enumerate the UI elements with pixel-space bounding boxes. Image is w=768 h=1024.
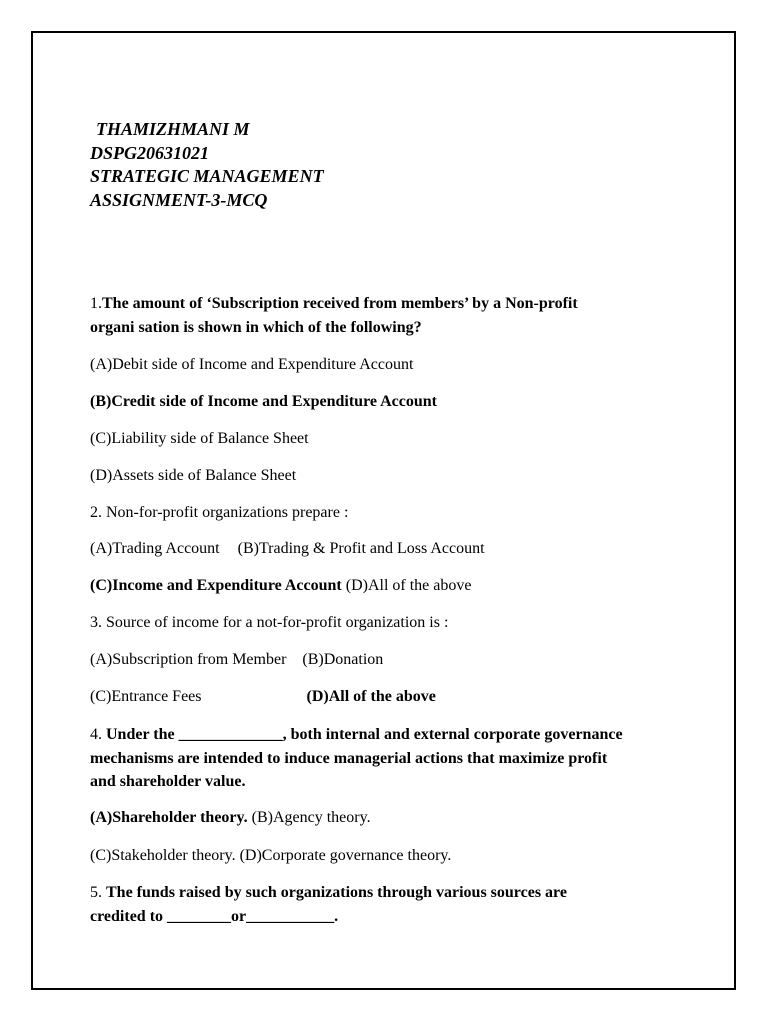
question-1-option-b-prefix: (B) [90,393,112,410]
question-1-number: 1. [90,295,102,312]
question-1-text-1: The amount of ‘Subscription received from members’ by a Non-profit [102,295,578,312]
question-1-option-c: (C)Liability side of Balance Sheet [90,430,309,447]
question-4-option-b: (B)Agency theory. [247,809,371,826]
question-4-line-1 [90,726,623,744]
question-4-options-cd [90,847,451,865]
question-3-option-b: (B)Donation [302,651,384,668]
question-1-option-b [90,393,437,411]
question-3-option-c: (C)Entrance Fees [90,688,202,705]
question-2-options-cd [90,577,471,595]
question-2-options-ab [90,540,485,558]
question-4-line-2: mechanisms are intended to induce managerial actions that maximize profit [90,750,608,767]
question-2-option-b: (B)Trading & Profit and Loss Account [237,540,485,557]
question-4-option-c: (C)Stakeholder theory. [90,847,236,864]
assignment-title: ASSIGNMENT-3-MCQ [90,189,268,210]
question-4-text-1: Under the _____________, both internal and external corporate governance [106,726,623,743]
student-name: THAMIZHMANI M [96,119,250,139]
question-1-option-b-text: Credit side of Income and Expenditure Account [111,393,437,410]
question-2-option-c-prefix: (C) [90,577,113,594]
document-header [90,118,324,212]
question-4-option-a-text: Shareholder theory. [112,809,248,826]
question-3-option-d-text: All of the above [328,688,436,705]
question-1-line-2: organi sation is shown in which of the following? [90,319,422,336]
question-5-line-1 [90,884,567,902]
question-3-option-d-prefix: (D) [306,688,329,705]
question-3-options-ab [90,651,383,669]
subject-title: STRATEGIC MANAGEMENT [90,166,324,186]
question-5-text-1: The funds raised by such organizations through various sources are [106,884,567,901]
question-5-number: 5. [90,884,106,901]
question-2-text: 2. Non-for-profit organizations prepare : [90,504,349,521]
question-4-line-3: and shareholder value. [90,773,246,790]
question-1-option-a: (A)Debit side of Income and Expenditure Account [90,356,414,373]
question-2-option-d: (D)All of the above [345,577,472,594]
question-1-line-1 [90,295,578,313]
question-3-option-a: (A)Subscription from Member [90,651,287,668]
question-5-line-2: credited to ________or___________. [90,908,339,925]
question-4-option-a-prefix: (A) [90,809,113,826]
question-2-option-c-text: Income and Expenditure Account [112,577,342,594]
question-3-text: 3. Source of income for a not-for-profit organization is : [90,614,449,631]
question-4-options-ab [90,809,371,827]
question-3-options-cd [90,688,436,706]
question-4-number: 4. [90,726,106,743]
question-4-option-d: (D)Corporate governance theory. [235,847,452,864]
student-id: DSPG20631021 [90,142,210,163]
question-2-option-a: (A)Trading Account [90,540,220,557]
question-1-option-d: (D)Assets side of Balance Sheet [90,467,297,484]
